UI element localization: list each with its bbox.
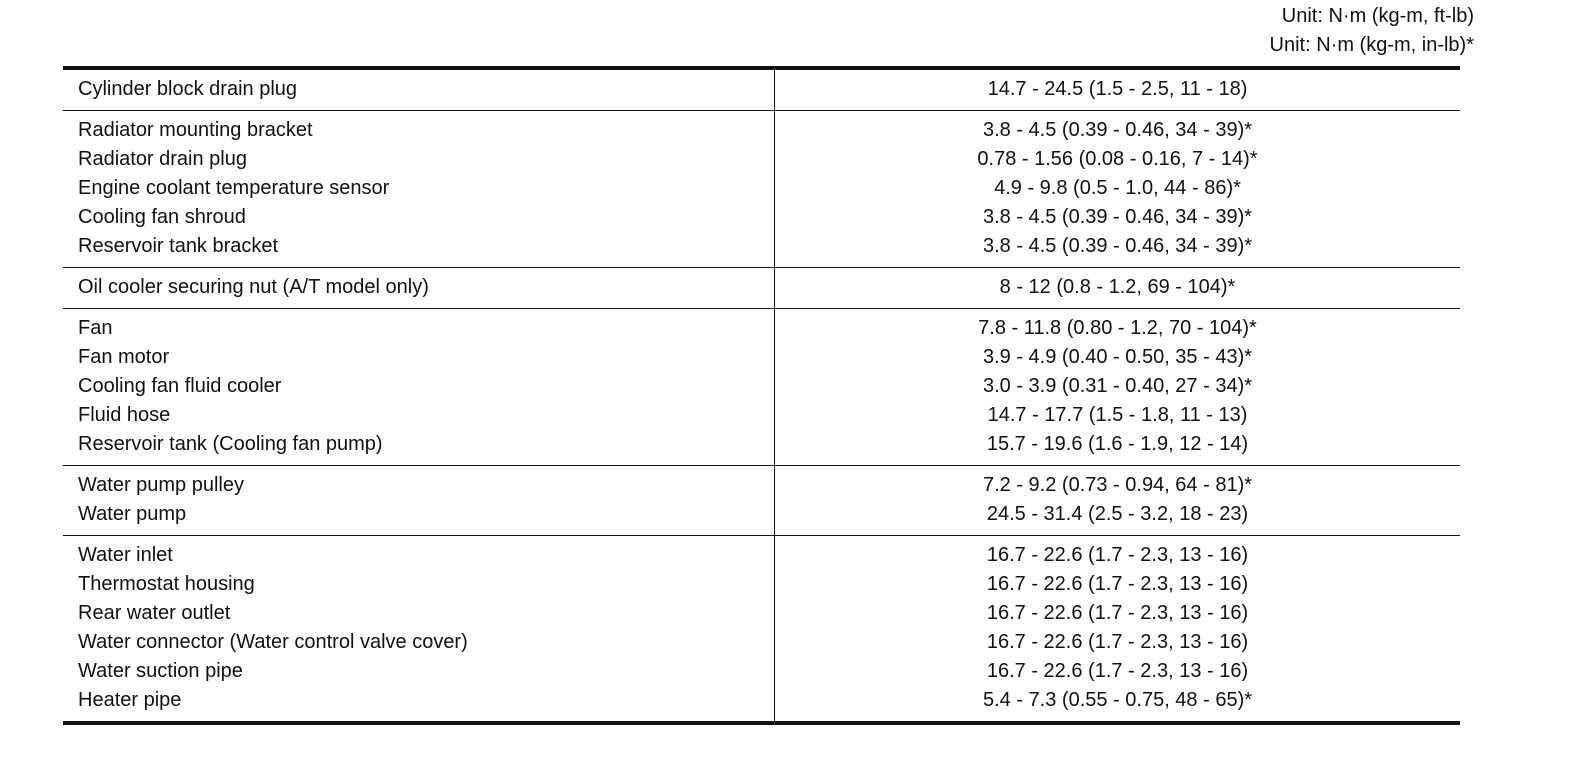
torque-value: 3.8 - 4.5 (0.39 - 0.46, 34 - 39)* [982,235,1253,257]
part-cell [63,466,775,536]
table-group [63,466,1460,536]
part-name: Thermostat housing [78,573,255,595]
torque-value: 7.2 - 9.2 (0.73 - 0.94, 64 - 81)* [982,474,1253,496]
torque-value: 3.8 - 4.5 (0.39 - 0.46, 34 - 39)* [982,206,1253,228]
part-name: Fan motor [78,346,170,368]
torque-cell [775,309,1461,466]
part-cell [63,111,775,268]
table-row [63,268,1460,309]
unit-legend [1270,2,1474,60]
part-name: Reservoir tank bracket [78,235,279,257]
torque-value: 7.8 - 11.8 (0.80 - 1.2, 70 - 104)* [978,317,1257,339]
table-group [63,111,1460,268]
torque-value: 14.7 - 24.5 (1.5 - 2.5, 11 - 18) [987,78,1248,100]
table-row [63,68,1460,111]
torque-value: 16.7 - 22.6 (1.7 - 2.3, 13 - 16) [986,631,1249,653]
part-name: Cooling fan shroud [78,206,246,228]
torque-value: 3.8 - 4.5 (0.39 - 0.46, 34 - 39)* [982,119,1253,141]
torque-value: 3.0 - 3.9 (0.31 - 0.40, 27 - 34)* [982,375,1253,397]
unit-in-lb-label: Unit: N·m (kg-m, in-lb)* [1269,34,1474,56]
part-name: Radiator drain plug [78,148,247,170]
part-name: Water pump [78,503,187,525]
torque-value: 14.7 - 17.7 (1.5 - 1.8, 11 - 13) [987,404,1248,426]
table-group [63,268,1460,309]
part-name: Rear water outlet [78,602,231,624]
torque-value: 15.7 - 19.6 (1.6 - 1.9, 12 - 14) [986,433,1249,455]
torque-value: 24.5 - 31.4 (2.5 - 3.2, 18 - 23) [986,503,1249,525]
torque-cell [775,68,1461,111]
torque-cell [775,111,1461,268]
table-group [63,68,1460,111]
table-group [63,536,1460,724]
part-cell [63,68,775,111]
table-row [63,309,1460,466]
part-name: Reservoir tank (Cooling fan pump) [78,433,383,455]
torque-value: 4.9 - 9.8 (0.5 - 1.0, 44 - 86)* [994,177,1241,199]
part-name: Engine coolant temperature sensor [78,177,390,199]
part-name: Cylinder block drain plug [78,78,298,100]
part-name: Radiator mounting bracket [78,119,313,141]
torque-cell [775,466,1461,536]
table-group [63,309,1460,466]
table-row [63,536,1460,724]
torque-value: 5.4 - 7.3 (0.55 - 0.75, 48 - 65)* [982,689,1253,711]
torque-value: 8 - 12 (0.8 - 1.2, 69 - 104)* [999,276,1236,298]
part-name: Oil cooler securing nut (A/T model only) [78,276,429,298]
unit-ft-lb-label: Unit: N·m (kg-m, ft-lb) [1281,5,1474,27]
torque-cell [775,268,1461,309]
torque-value: 16.7 - 22.6 (1.7 - 2.3, 13 - 16) [986,602,1249,624]
part-name: Water connector (Water control valve cover) [78,631,468,653]
torque-value: 16.7 - 22.6 (1.7 - 2.3, 13 - 16) [986,660,1249,682]
torque-value: 16.7 - 22.6 (1.7 - 2.3, 13 - 16) [986,544,1249,566]
part-cell [63,309,775,466]
torque-value: 3.9 - 4.9 (0.40 - 0.50, 35 - 43)* [982,346,1253,368]
part-name: Fluid hose [78,404,171,426]
part-cell [63,268,775,309]
table-row [63,111,1460,268]
torque-spec-table [63,66,1460,725]
part-name: Water suction pipe [78,660,243,682]
part-name: Water inlet [78,544,173,566]
part-cell [63,536,775,724]
part-name: Fan [78,317,113,339]
part-name: Heater pipe [78,689,182,711]
table-row [63,466,1460,536]
torque-value: 0.78 - 1.56 (0.08 - 0.16, 7 - 14)* [977,148,1258,170]
part-name: Water pump pulley [78,474,244,496]
part-name: Cooling fan fluid cooler [78,375,282,397]
torque-value: 16.7 - 22.6 (1.7 - 2.3, 13 - 16) [986,573,1249,595]
torque-cell [775,536,1461,724]
